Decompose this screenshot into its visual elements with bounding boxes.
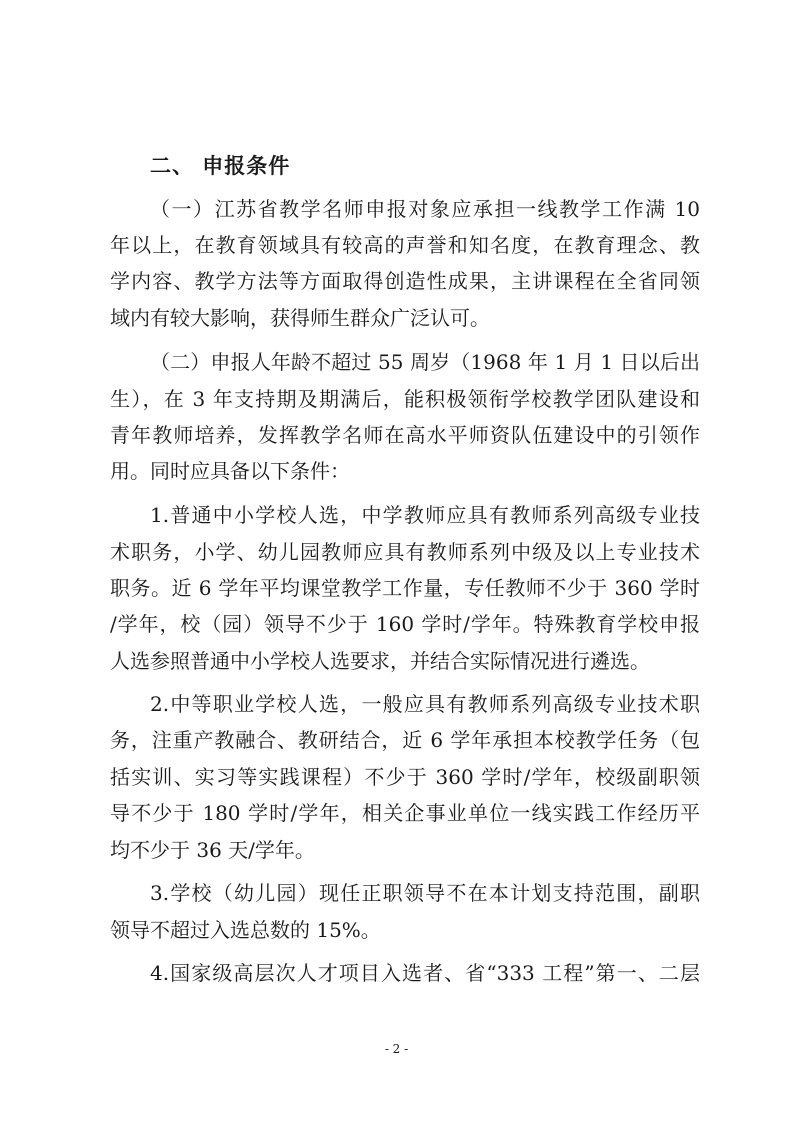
paragraph-line: 均不少于 36 天/学年。: [110, 838, 315, 862]
paragraph-line: 务，注重产教融合、教研结合，近 6 学年承担本校教学任务（包: [110, 728, 700, 752]
paragraph-line: 1.普通中小学校人选，中学教师应具有教师系列高级专业技: [150, 503, 700, 527]
paragraph-line: 学内容、教学方法等方面取得创造性成果，主讲课程在全省同领: [110, 269, 700, 293]
paragraph-line: （二）申报人年龄不超过 55 周岁（1968 年 1 月 1 日以后出: [150, 350, 700, 374]
paragraph-line: 括实训、实习等实践课程）不少于 360 学时/学年，校级副职领: [110, 765, 700, 789]
paragraph-line: 生），在 3 年支持期及期满后，能积极领衔学校教学团队建设和: [110, 387, 700, 411]
paragraph-line: 年以上，在教育领域具有较高的声誉和知名度，在教育理念、教: [110, 233, 700, 257]
paragraph-line: 青年教师培养，发挥教学名师在高水平师资队伍建设中的引领作: [110, 423, 700, 447]
paragraph-line: 人选参照普通中小学校人选要求，并结合实际情况进行遴选。: [110, 649, 650, 673]
paragraph-line: 领导不超过入选总数的 15%。: [110, 918, 381, 942]
paragraph-line: 域内有较大影响，获得师生群众广泛认可。: [110, 306, 490, 330]
paragraph-line: 用。同时应具备以下条件：: [110, 459, 350, 483]
paragraph-line: 导不少于 180 学时/学年，相关企事业单位一线实践工作经历平: [110, 801, 700, 825]
section-heading: 二、 申报条件: [150, 154, 291, 178]
paragraph-line: /学年，校（园）领导不少于 160 学时/学年。特殊教育学校申报: [110, 612, 700, 636]
paragraph-line: 3.学校（幼儿园）现任正职领导不在本计划支持范围，副职: [150, 881, 700, 905]
paragraph-line: 2.中等职业学校人选，一般应具有教师系列高级专业技术职: [150, 692, 700, 716]
paragraph-line: 术职务，小学、幼儿园教师应具有教师系列中级及以上专业技术: [110, 540, 700, 564]
paragraph-line: （一）江苏省教学名师申报对象应承担一线教学工作满 10: [150, 197, 700, 221]
paragraph-line: 4.国家级高层次人才项目入选者、省“333 工程”第一、二层: [150, 961, 700, 985]
paragraph-line: 职务。近 6 学年平均课堂教学工作量，专任教师不少于 360 学时: [110, 576, 700, 600]
page-number: - 2 -: [384, 1042, 409, 1056]
